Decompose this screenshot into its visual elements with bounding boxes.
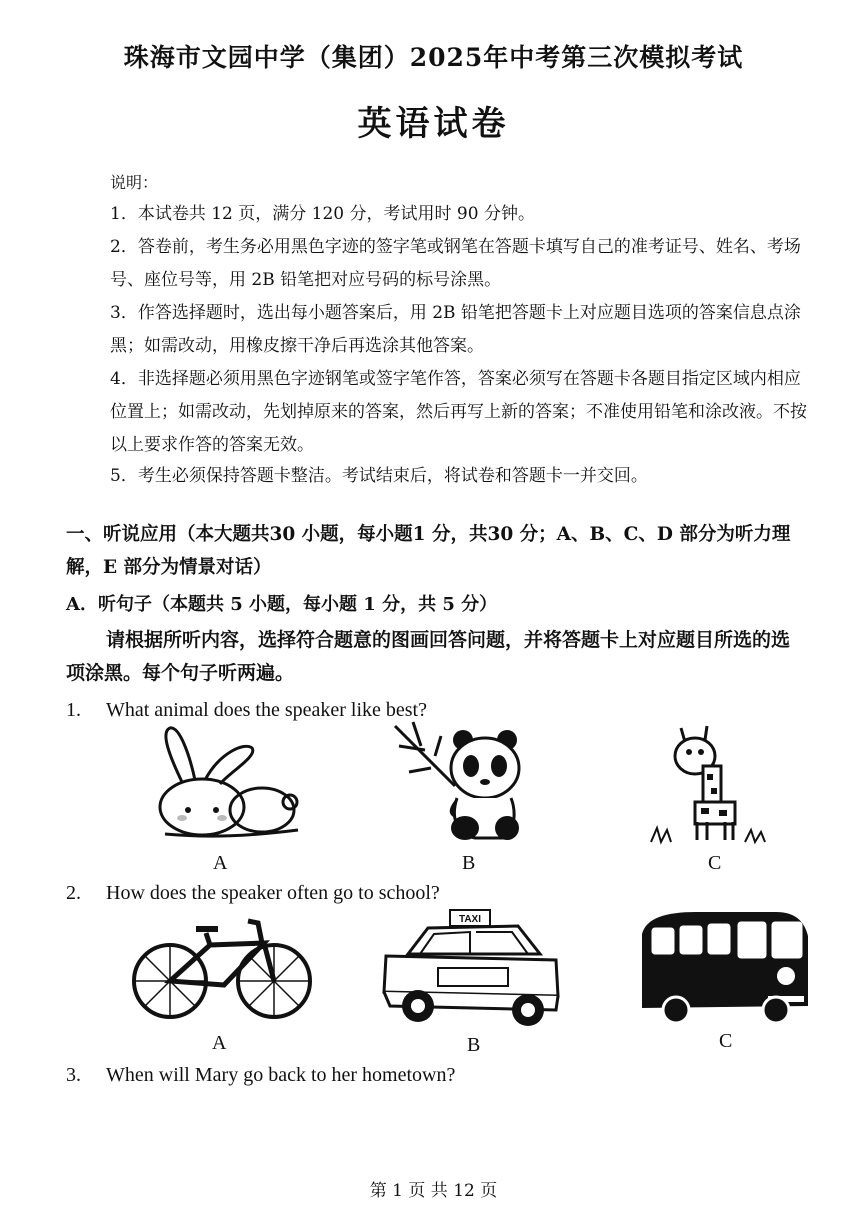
question-2-text: How does the speaker often go to school? (106, 882, 440, 904)
note-item-1: 1．本试卷共 12 页，满分 120 分，考试用时 90 分钟。 (110, 204, 535, 224)
exam-title: 珠海市文园中学（集团）2025年中考第三次模拟考试 (123, 43, 744, 72)
q2-option-b: B (467, 1034, 481, 1056)
q2-option-a: A (212, 1032, 227, 1054)
panda-image (385, 716, 525, 846)
bus-image (636, 906, 812, 1024)
taxi-sign-text: TAXI (458, 914, 482, 925)
note-item-2: 2．答卷前，考生务必用黑色字迹的签字笔或钢笔在答题卡填写自己的准考证号、姓名、考场号、座位号等，用 2B 铅笔把对应号码的标号涂黑。 (110, 237, 801, 290)
bicycle-image (128, 915, 316, 1025)
rabbit-image (150, 722, 310, 842)
note-item-3: 3．作答选择题时，选出每小题答案后，用 2B 铅笔把答题卡上对应题目选项的答案信息点涂黑；如需改动，用橡皮擦干净后再选涂其他答案。 (110, 303, 801, 356)
part-a-heading: A．听句子（本题共 5 小题，每小题 1 分，共 5 分） (66, 594, 498, 615)
giraffe-image (645, 722, 775, 846)
section-heading: 一、听说应用（本大题共30 小题，每小题1 分，共30 分；A、B、C、D 部分为听力理解，E 部分为情景对话） (66, 524, 791, 578)
question-1-text: What animal does the speaker like best? (106, 699, 427, 721)
question-3-number: 3. (66, 1064, 81, 1086)
page-footer: 第 1 页 共 12 页 (369, 1181, 498, 1201)
question-2-number: 2. (66, 882, 81, 904)
q1-option-c: C (708, 852, 722, 874)
q1-option-b: B (462, 852, 476, 874)
question-1-number: 1. (66, 699, 81, 721)
part-a-instruction: 请根据所听内容，选择符合题意的图画回答问题，并将答题卡上对应题目所选的选项涂黑。每个句子听两遍。 (66, 629, 791, 684)
note-item-4: 4．非选择题必须用黑色字迹钢笔或签字笔作答，答案必须写在答题卡各题目指定区域内相应位置上；如需改动，先划掉原来的答案，然后再写上新的答案；不准使用铅笔和涂改液。不按以上要求作答的答案无效。 (110, 369, 807, 455)
question-3-text: When will Mary go back to her hometown? (106, 1064, 456, 1086)
q2-option-c: C (719, 1030, 733, 1052)
q1-option-a: A (213, 852, 228, 874)
note-item-5: 5．考生必须保持答题卡整洁。考试结束后，将试卷和答题卡一并交回。 (110, 466, 648, 486)
notes-label: 说明： (110, 173, 159, 192)
taxi-image (378, 906, 564, 1028)
exam-subtitle: 英语试卷 (357, 104, 510, 144)
